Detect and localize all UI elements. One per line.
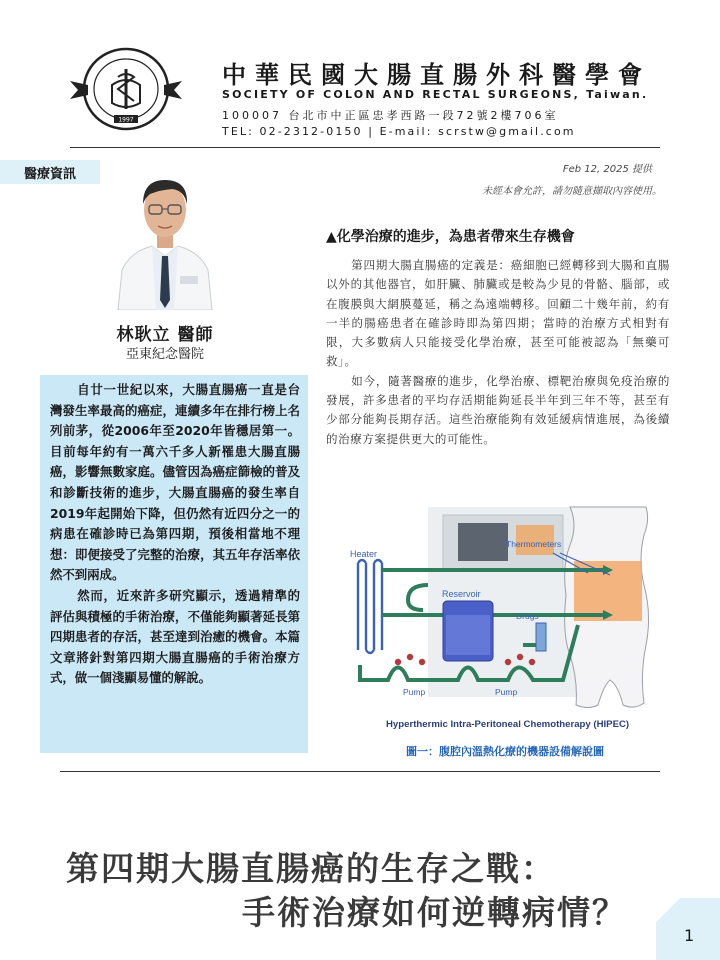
figure-caption: 圖一：腹腔內溫熱化療的機器設備解說圖 — [406, 745, 604, 758]
section-paragraph-1: 第四期大腸直腸癌的定義是：癌細胞已經轉移到大腸和直腸以外的其他器官，如肝臟、肺臟或是較為少見的骨骼、腦部，或在腹膜與大網膜蔓延，稱之為遠端轉移。回顧二十幾年前，約有一半的腸癌患者在確診時即為第四期；當時的治療方式相對有限，大多數病人只能接受化學治療，甚至可能被認為「無藥可救」。 — [326, 258, 670, 369]
drugs-label: Drugs — [516, 611, 539, 621]
thermometers-label: Thermometers — [506, 539, 562, 549]
reservoir-label: Reservoir — [442, 589, 481, 599]
hipec-diagram — [348, 505, 658, 740]
section-title: ▲化學治療的進步，為患者帶來生存機會 — [326, 229, 575, 245]
category-tag: 醫療資訊 — [0, 160, 100, 184]
header-divider — [70, 147, 660, 148]
pump-left-label: Pump — [403, 687, 426, 697]
heater-label: Heater — [350, 549, 378, 559]
organization-contact: TEL: 02-2312-0150 | E-mail: scrstw@gmail.com — [222, 125, 576, 138]
page-number: 1 — [684, 926, 695, 945]
intro-paragraph-1: 自廿一世紀以來，大腸直腸癌一直是台灣發生率最高的癌症，連續多年在排行榜上名列前茅，從2006年至2020年皆穩居第一。目前每年約有一萬六千多人新罹患大腸直腸癌，影響無數家庭。儘管因為癌症篩檢的普及和診斷技術的進步，大腸直腸癌的發生率自2019年起開始下降，但仍然有近四分之一的病患在確診時已為第四期，預後相當地不理想：即便接受了完整的治療，其五年存活率依然不到兩成。 — [50, 382, 300, 583]
society-seal-logo — [68, 45, 184, 133]
author-name: 林耿立 醫師 — [116, 325, 214, 345]
publish-date: Feb 12, 2025 提供 — [562, 164, 652, 175]
section-body — [326, 256, 670, 449]
author-hospital: 亞東紀念醫院 — [125, 347, 204, 362]
intro-box — [40, 375, 308, 753]
section-paragraph-2: 如今，隨著醫療的進步，化學治療、標靶治療與免疫治療的發展，許多患者的平均存活期能夠延長半年到三年不等，甚至有少部分能夠長期存活。這些治療能夠有效延緩病情進展，為後續的治療方案提供更大的可能性。 — [326, 373, 670, 446]
pump-right-label: Pump — [495, 687, 518, 697]
organization-name-chinese: 中華民國大腸直腸外科醫學會 — [222, 61, 651, 89]
organization-name-english: SOCIETY OF COLON AND RECTAL SURGEONS, Taiwan. — [222, 88, 649, 101]
main-title-line-1: 第四期大腸直腸癌的生存之戰： — [66, 849, 556, 888]
organization-address: 100007 台北市中正區忠孝西路一段72號2樓706室 — [222, 109, 559, 122]
seal-year: 1997 — [118, 116, 134, 124]
figure-title: Hyperthermic Intra-Peritoneal Chemotherapy (HIPEC) — [386, 719, 630, 730]
copyright-notice: 未經本會允許，請勿隨意擷取內容使用。 — [482, 186, 662, 197]
doctor-portrait — [110, 160, 220, 310]
main-title-line-2: 手術治療如何逆轉病情？ — [242, 893, 627, 932]
intro-paragraph-2: 然而，近來許多研究顯示，透過精準的評估與積極的手術治療，不僅能夠顯著延長第四期患者的存活，甚至達到治癒的機會。本篇文章將針對第四期大腸直腸癌的手術治療方式，做一個淺顯易懂的解說。 — [50, 587, 300, 686]
bottom-divider — [60, 771, 660, 772]
